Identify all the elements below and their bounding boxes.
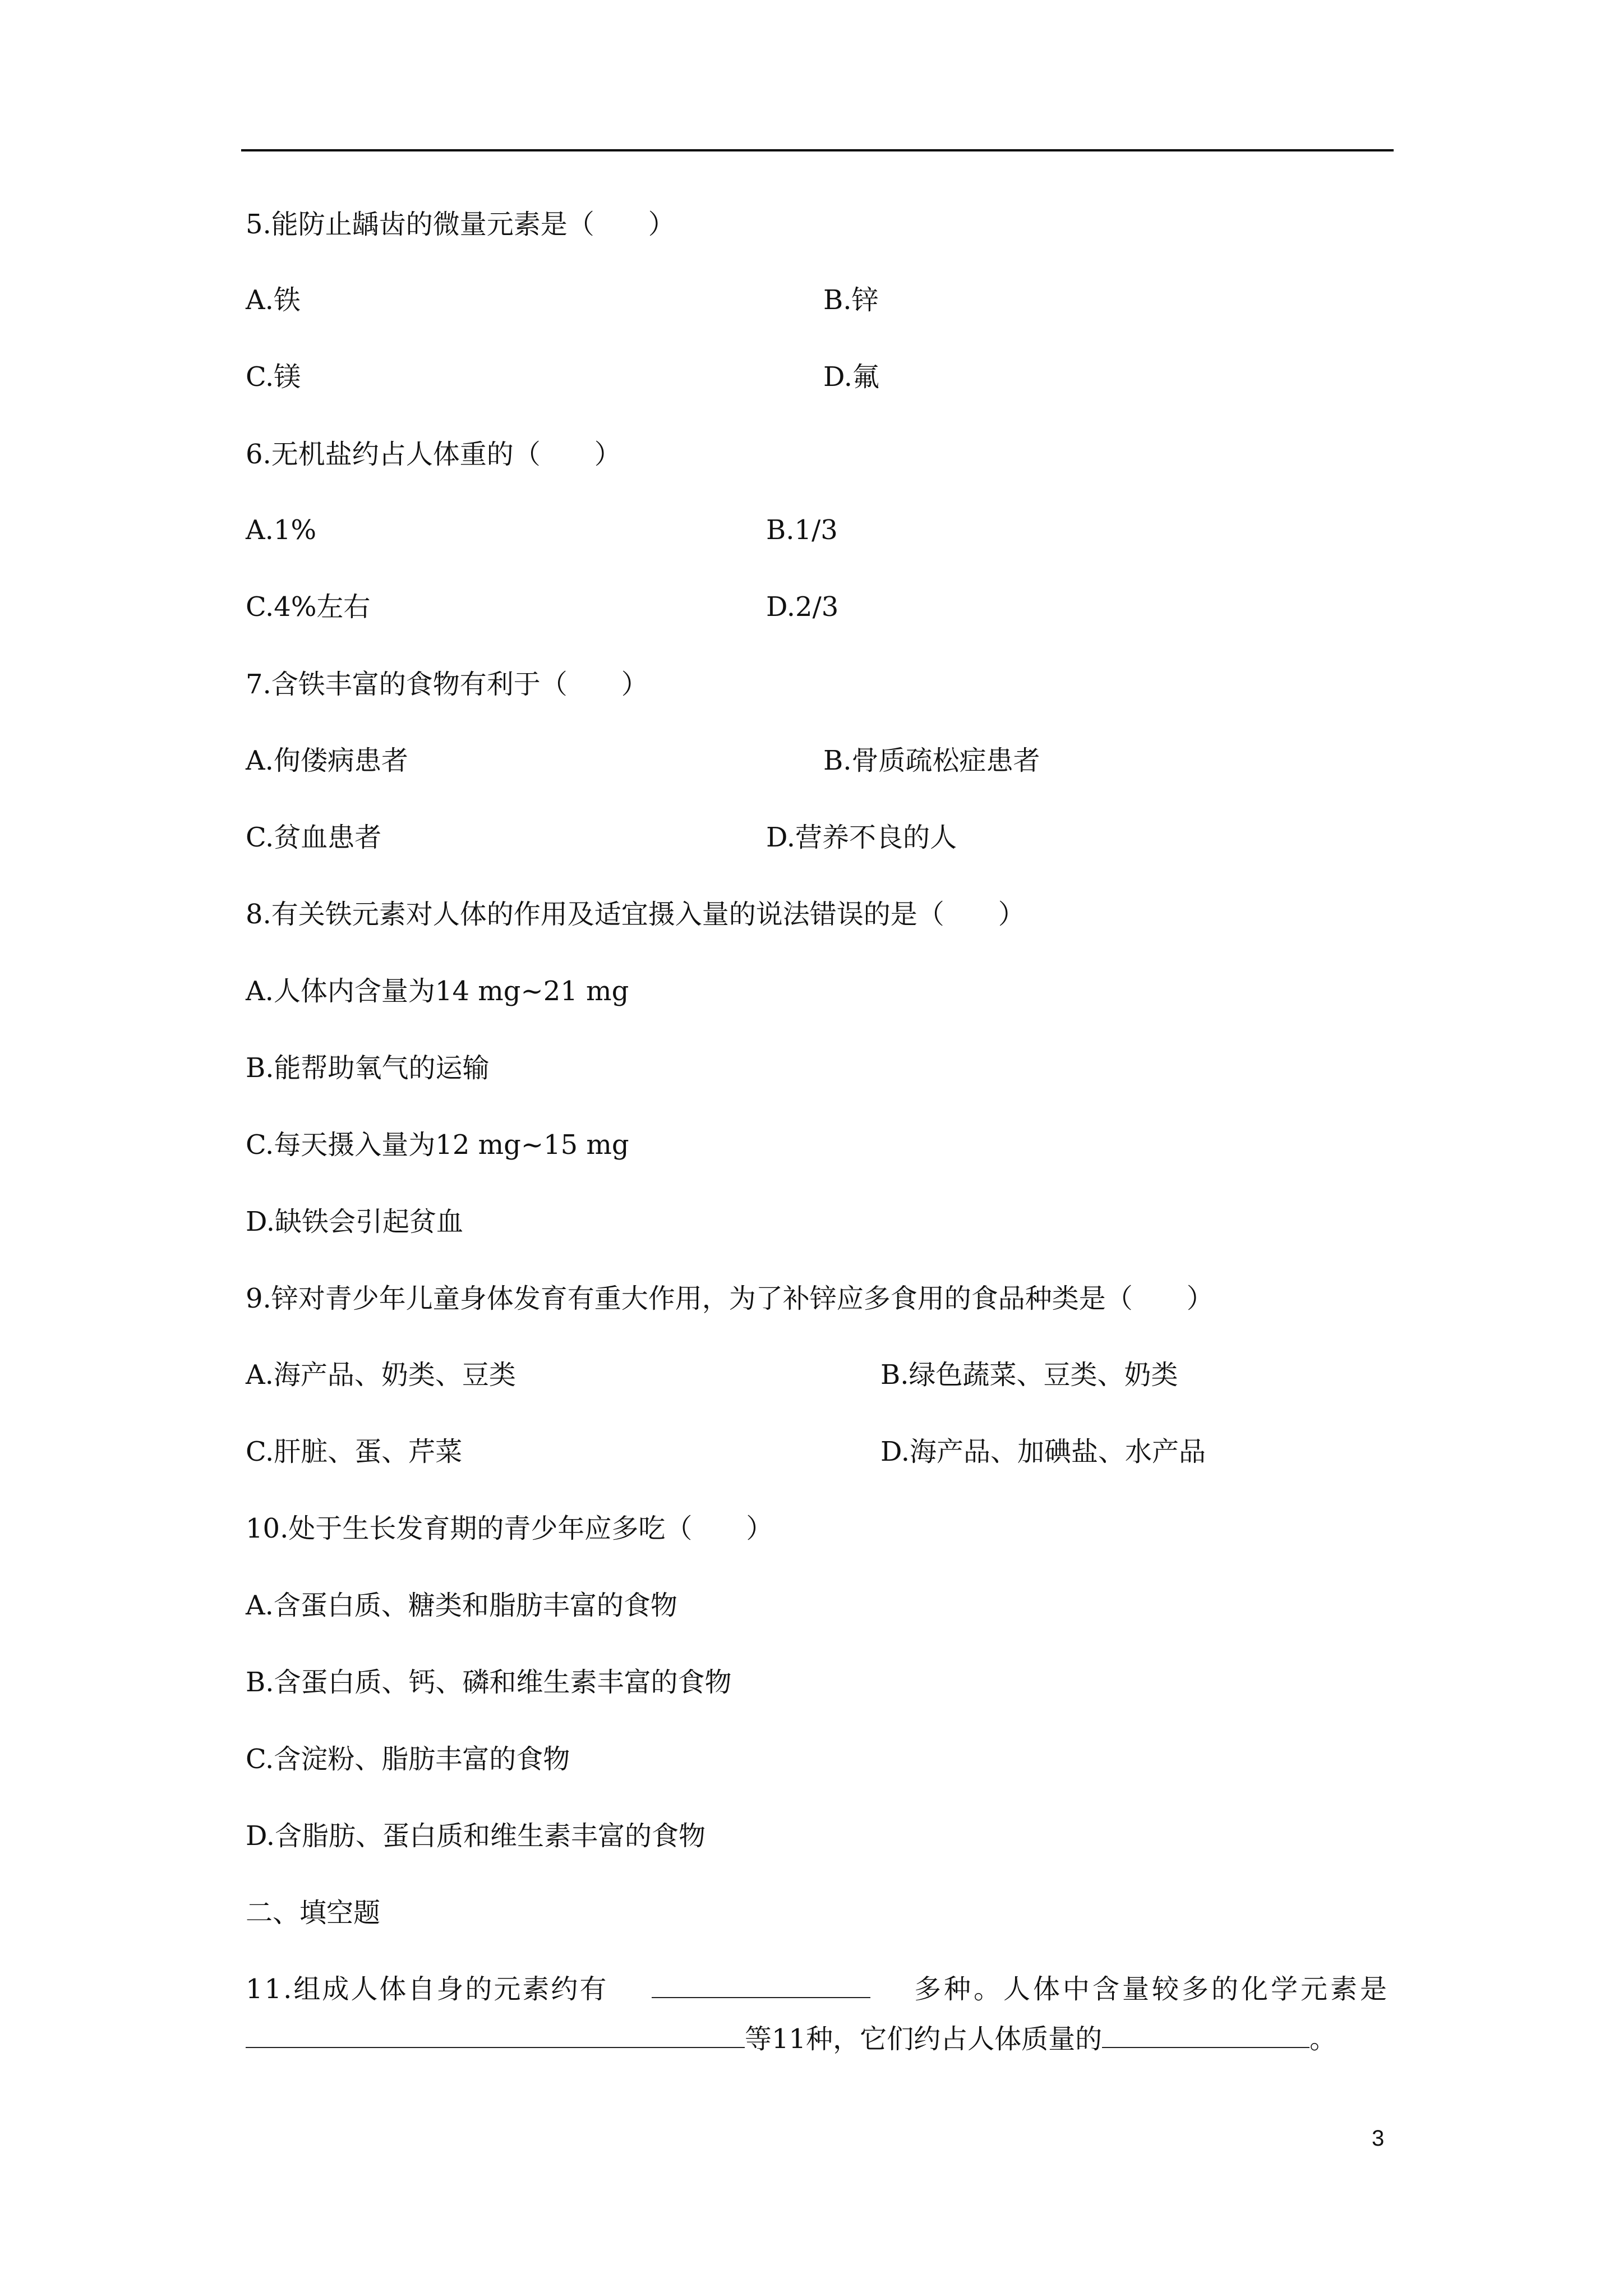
question-9-option-d: D.海产品、加碘盐、水产品 bbox=[880, 1436, 1206, 1467]
question-8-option-a: A.人体内含量为14 mg~21 mg bbox=[246, 976, 629, 1007]
question-6-option-a: A.1% bbox=[246, 514, 317, 546]
question-11-part2: 多种。人体中含量较多的化学元素是 bbox=[914, 1973, 1390, 2005]
question-11-part4: 。 bbox=[1310, 2023, 1337, 2055]
question-7-option-d: D.营养不良的人 bbox=[766, 822, 957, 853]
section-title: 二、填空题 bbox=[246, 1897, 381, 1929]
question-8-option-b: B.能帮助氧气的运输 bbox=[246, 1052, 490, 1084]
question-11-line-2 bbox=[246, 2022, 1336, 2056]
question-8-option-d: D.缺铁会引起贫血 bbox=[246, 1206, 464, 1237]
question-11-part1: 11.组成人体自身的元素约有 bbox=[246, 1973, 608, 2005]
question-10-option-a: A.含蛋白质、糖类和脂肪丰富的食物 bbox=[246, 1590, 677, 1621]
question-7-stem: 7.含铁丰富的食物有利于（ ） bbox=[246, 669, 648, 700]
question-9-option-a: A.海产品、奶类、豆类 bbox=[246, 1359, 516, 1391]
question-7-option-b: B.骨质疏松症患者 bbox=[823, 745, 1040, 776]
question-8-stem: 8.有关铁元素对人体的作用及适宜摄入量的说法错误的是（ ） bbox=[246, 899, 1025, 930]
question-6-stem: 6.无机盐约占人体重的（ ） bbox=[246, 439, 621, 470]
question-5-option-d: D.氟 bbox=[823, 361, 880, 393]
page-number: 3 bbox=[1372, 2126, 1385, 2151]
question-9-option-b: B.绿色蔬菜、豆类、奶类 bbox=[880, 1359, 1178, 1391]
question-11-part3: 等11种，它们约占人体质量的 bbox=[745, 2023, 1103, 2055]
header-rule bbox=[241, 149, 1394, 151]
question-10-option-d: D.含脂肪、蛋白质和维生素丰富的食物 bbox=[246, 1820, 706, 1852]
question-10-stem: 10.处于生长发育期的青少年应多吃（ ） bbox=[246, 1513, 773, 1544]
question-6-option-c: C.4%左右 bbox=[246, 591, 371, 623]
question-7-option-a: A.佝偻病患者 bbox=[246, 745, 408, 776]
question-5-option-a: A.铁 bbox=[246, 284, 301, 316]
question-11-line-1 bbox=[246, 1972, 1390, 2006]
question-10-option-c: C.含淀粉、脂肪丰富的食物 bbox=[246, 1743, 570, 1775]
answer-blank-3[interactable] bbox=[1102, 2022, 1310, 2048]
question-6-option-d: D.2/3 bbox=[766, 591, 839, 623]
question-5-option-c: C.镁 bbox=[246, 361, 301, 393]
question-9-option-c: C.肝脏、蛋、芹菜 bbox=[246, 1436, 463, 1467]
question-7-option-c: C.贫血患者 bbox=[246, 822, 382, 853]
question-5-stem: 5.能防止龋齿的微量元素是（ ） bbox=[246, 209, 675, 240]
question-6-option-b: B.1/3 bbox=[766, 514, 838, 546]
question-9-stem: 9.锌对青少年儿童身体发育有重大作用，为了补锌应多食用的食品种类是（ ） bbox=[246, 1283, 1214, 1314]
question-8-option-c: C.每天摄入量为12 mg~15 mg bbox=[246, 1129, 629, 1161]
answer-blank-2[interactable] bbox=[246, 2022, 745, 2048]
question-5-option-b: B.锌 bbox=[823, 284, 879, 316]
question-10-option-b: B.含蛋白质、钙、磷和维生素丰富的食物 bbox=[246, 1667, 732, 1698]
answer-blank-1[interactable] bbox=[652, 1972, 870, 1998]
